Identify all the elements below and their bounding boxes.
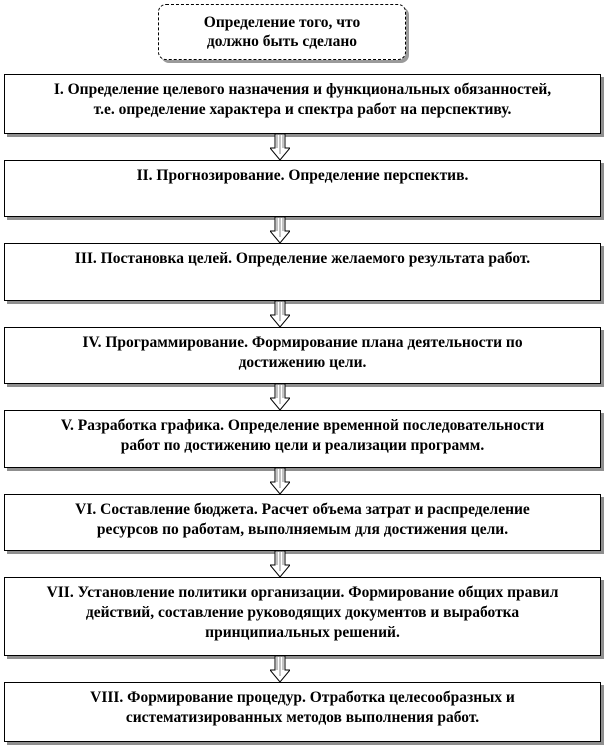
step-5-box xyxy=(4,410,601,468)
step-4-box xyxy=(4,327,601,384)
down-arrow-icon xyxy=(270,551,290,577)
step-3-box xyxy=(4,243,601,301)
step-4-text: IV. Программирование. Формирование плана деятельности по достижению цели. xyxy=(82,334,523,371)
step-8-box xyxy=(4,682,601,742)
down-arrow-icon xyxy=(270,134,290,160)
step-8-text: VIII. Формирование процедур. Отработка целесообразных и систематизированных методов выполнения работ. xyxy=(90,689,515,726)
step-1-text: I. Определение целевого назначения и функциональных обязанностей, т.е. определение характера и спектра работ на перспективу. xyxy=(53,81,552,118)
step-2-box xyxy=(4,160,601,217)
step-2-text: II. Прогнозирование. Определение перспектив. xyxy=(136,167,469,184)
step-1-box xyxy=(4,74,601,134)
diagram-title: Определение того, что должно быть сделано xyxy=(203,14,361,50)
down-arrow-icon xyxy=(270,217,290,243)
step-6-box xyxy=(4,494,601,551)
down-arrow-icon xyxy=(270,301,290,327)
step-6-text: VI. Составление бюджета. Расчет объема затрат и распределение ресурсов по работам, выполняемым для достижения цели. xyxy=(75,501,530,538)
step-7-text: VII. Установление политики организации. Формирование общих правил действий, составление руководящих документов и выработка принципиальных решений. xyxy=(46,584,559,641)
down-arrow-icon xyxy=(270,384,290,410)
step-5-text: V. Разработка графика. Определение временной последовательности работ по достижению цели и реализации программ. xyxy=(60,417,545,454)
step-3-text: III. Постановка целей. Определение желаемого результата работ. xyxy=(74,250,531,267)
diagram-title-box xyxy=(158,4,406,60)
down-arrow-icon xyxy=(270,656,290,682)
down-arrow-icon xyxy=(270,468,290,494)
step-7-box xyxy=(4,577,601,656)
